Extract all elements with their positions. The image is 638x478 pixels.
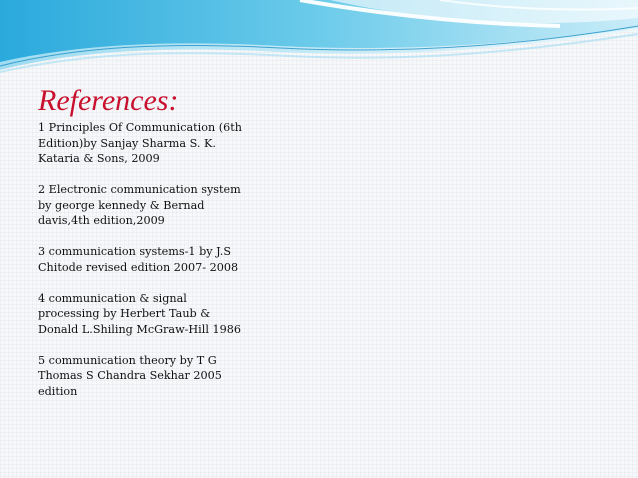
reference-line: 1 Principles Of Communication (6th — [38, 121, 242, 134]
reference-line: Edition)by Sanjay Sharma S. K. — [38, 136, 216, 150]
reference-item — [38, 353, 278, 400]
reference-item — [38, 120, 278, 167]
slide-title: References: — [38, 84, 179, 117]
reference-line: Thomas S Chandra Sekhar 2005 — [38, 369, 222, 382]
reference-line: 4 communication & signal — [38, 291, 187, 305]
reference-line: processing by Herbert Taub & — [38, 307, 211, 320]
reference-item — [38, 182, 278, 229]
reference-line: 5 communication theory by T G — [38, 353, 217, 367]
header-wave-decoration — [0, 0, 638, 80]
reference-line: edition — [38, 384, 78, 398]
references-block — [38, 84, 278, 415]
references-list — [38, 120, 278, 399]
reference-line: 2 Electronic communication system — [38, 183, 241, 196]
reference-item — [38, 291, 278, 338]
reference-line: 3 communication systems-1 by J.S — [38, 245, 231, 258]
reference-line: Chitode revised edition 2007- 2008 — [38, 260, 239, 274]
reference-line: Kataria & Sons, 2009 — [38, 152, 160, 165]
reference-item — [38, 244, 278, 275]
reference-line: Donald L.Shiling McGraw-Hill 1986 — [38, 322, 241, 336]
reference-line: davis,4th edition,2009 — [38, 214, 165, 227]
reference-line: by george kennedy & Bernad — [38, 198, 205, 212]
